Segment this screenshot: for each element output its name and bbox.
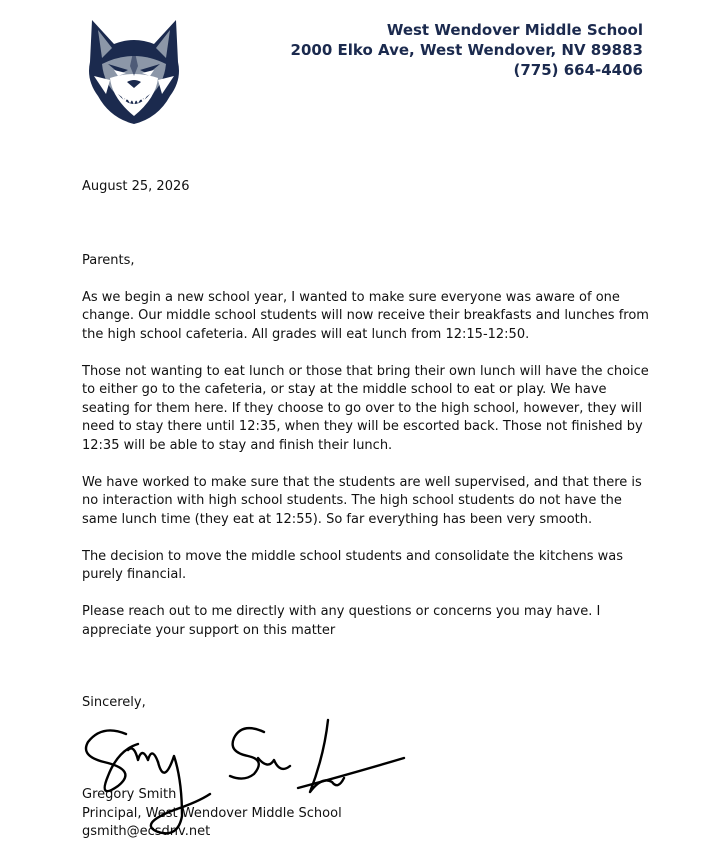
- paragraph: Please reach out to me directly with any questions or concerns you may have. I appreciate your support on this matter: [82, 604, 601, 638]
- school-phone: (775) 664-4406: [513, 61, 643, 79]
- paragraph: The decision to move the middle school students and consolidate the kitchens was purely financial.: [82, 548, 623, 582]
- signer-title: Principal, West Wendover Middle School: [82, 805, 342, 821]
- paragraph: As we begin a new school year, I wanted to make sure everyone was aware of one change. Our middle school students will now receive their breakfasts and lunches from the high school cafeteria. All grades will eat lunch from 12:15-12:50.: [82, 289, 649, 342]
- letter-body: [82, 178, 654, 640]
- signature-image: [78, 716, 410, 840]
- school-address: 2000 Elko Ave, West Wendover, NV 89883: [290, 41, 643, 59]
- letterhead: [0, 18, 727, 130]
- signer-name: Gregory Smith: [82, 787, 177, 802]
- wolf-logo-icon: [80, 18, 188, 126]
- signer-email: gsmith@ecsdnv.net: [82, 824, 211, 839]
- paragraph: Those not wanting to eat lunch or those that bring their own lunch will have the choice to either go to the cafeteria, or stay at the middle school to eat or play. We have seating for them here. If they choose to go over to the high school, however, they will need to stay there until 12:35, when they will be escorted back. Those not finished by 12:35 will be able to stay and finish their lunch.: [82, 363, 649, 453]
- closing: Sincerely,: [82, 695, 146, 710]
- school-contact-block: [291, 20, 643, 80]
- paragraph: We have worked to make sure that the students are well supervised, and that there is no interaction with high school students. The high school students do not have the same lunch time (they eat at 12:55). So far everything has been very smooth.: [82, 474, 642, 527]
- salutation: Parents,: [82, 252, 135, 268]
- school-name: West Wendover Middle School: [386, 21, 643, 39]
- letter-date: August 25, 2026: [82, 179, 190, 194]
